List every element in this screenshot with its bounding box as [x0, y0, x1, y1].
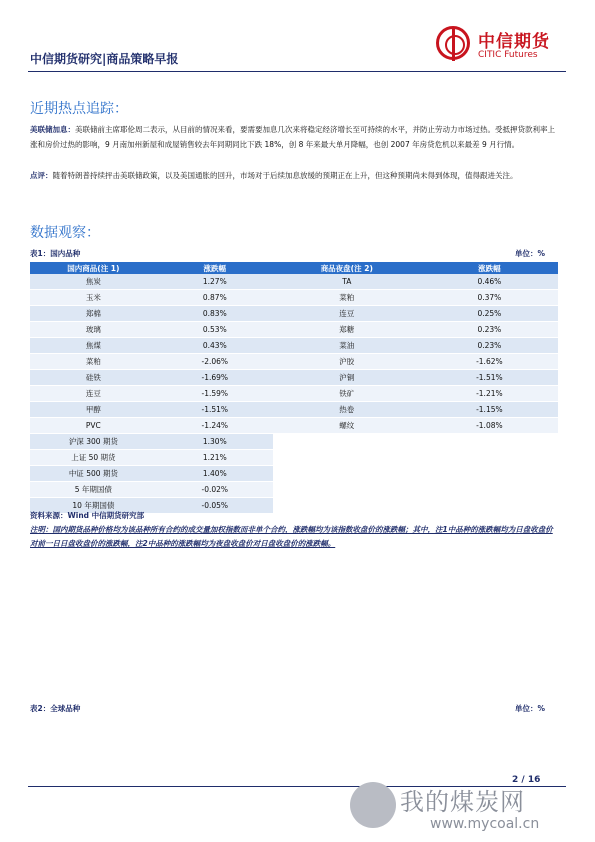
table-cell: 玉米	[30, 290, 157, 306]
table-header-cell: 国内商品(注 1)	[30, 262, 157, 274]
table-cell: 郑糖	[273, 322, 421, 338]
table-cell: 螺纹	[273, 418, 421, 434]
table-cell: 连豆	[273, 306, 421, 322]
watermark-url-text: www.mycoal.cn	[430, 816, 540, 832]
table-cell: 1.27%	[157, 274, 273, 290]
table-row	[30, 482, 558, 498]
table-cell: -1.21%	[421, 386, 558, 402]
page-number: 2 / 16	[512, 775, 541, 785]
table-cell: -2.06%	[157, 354, 273, 370]
table-row	[30, 466, 558, 482]
table-cell: 1.40%	[157, 466, 273, 482]
table-cell: 0.83%	[157, 306, 273, 322]
section-hotspot-title: 近期热点追踪：	[30, 101, 128, 117]
table-cell	[421, 434, 558, 450]
table-cell	[421, 498, 558, 514]
watermark-cn-text: 我的煤炭网	[400, 788, 525, 816]
table-cell	[421, 482, 558, 498]
table-cell: 5 年期国债	[30, 482, 157, 498]
table-cell: -1.62%	[421, 354, 558, 370]
table-cell	[273, 466, 421, 482]
table-cell: -1.69%	[157, 370, 273, 386]
table2-unit: 单位：%	[514, 704, 545, 713]
watermark-logo-icon	[350, 782, 396, 828]
header-divider	[28, 71, 566, 72]
table-cell	[273, 450, 421, 466]
table-cell: 0.46%	[421, 274, 558, 290]
hotspot-paragraph-1-label: 美联储加息：	[30, 125, 75, 134]
table-cell: 玻璃	[30, 322, 157, 338]
table-cell: 中证 500 期货	[30, 466, 157, 482]
logo-cn-text: 中信期货	[478, 32, 550, 52]
table-cell: PVC	[30, 418, 157, 434]
table-row	[30, 402, 558, 418]
logo-en-text: CITIC Futures	[478, 50, 538, 60]
table-cell: 郑棉	[30, 306, 157, 322]
table-cell: 焦煤	[30, 338, 157, 354]
table-header-cell: 涨跌幅	[421, 262, 558, 274]
table-row	[30, 418, 558, 434]
report-title: 中信期货研究|商品策略早报	[30, 52, 179, 66]
table-cell	[273, 482, 421, 498]
table-row	[30, 370, 558, 386]
hotspot-paragraph-1-text: 美联储前主席耶伦周二表示，从目前的情况来看，要需要加息几次来将稳定经济增长至可持续的水平，并防止劳动力市场过热。受抵押贷款利率上涨和房价过热的影响，9 月南加州新屋和成屋销售较去年同期同比下跌 18%，创 8 年来最大单月降幅，也创 2007 年房贷危机以来最差 9 月行情。	[30, 125, 555, 149]
table-cell	[273, 434, 421, 450]
table-cell: 上证 50 期货	[30, 450, 157, 466]
domestic-commodities-table	[30, 262, 558, 514]
hotspot-paragraph-2-text: 随着特朗普持续抨击美联储政策，以及美国通胀的回升，市场对于后续加息放缓的预期正在上升，但这种预期尚未得到体现，值得跟进关注。	[52, 171, 518, 180]
table-cell: 0.43%	[157, 338, 273, 354]
table-cell: 焦炭	[30, 274, 157, 290]
table-cell: -1.15%	[421, 402, 558, 418]
watermark	[350, 780, 580, 840]
table-cell: -1.59%	[157, 386, 273, 402]
table-cell: -1.51%	[157, 402, 273, 418]
table-cell: 硅铁	[30, 370, 157, 386]
table-cell: 0.53%	[157, 322, 273, 338]
table-cell: 铁矿	[273, 386, 421, 402]
table-cell: 沪胶	[273, 354, 421, 370]
citic-logo-icon	[436, 26, 470, 60]
table1-source: 资料来源：Wind 中信期货研究部	[30, 511, 145, 520]
table-cell: -1.08%	[421, 418, 558, 434]
hotspot-paragraph-2	[30, 168, 560, 183]
table-cell: 10 年期国债	[30, 498, 157, 514]
citic-logo	[436, 26, 566, 66]
table-cell: 菜粕	[30, 354, 157, 370]
table-cell: TA	[273, 274, 421, 290]
table-row	[30, 354, 558, 370]
table-cell: 0.23%	[421, 338, 558, 354]
table-row	[30, 434, 558, 450]
table-cell	[421, 450, 558, 466]
table-cell: -1.24%	[157, 418, 273, 434]
table-cell: -0.05%	[157, 498, 273, 514]
table-cell: -1.51%	[421, 370, 558, 386]
table-cell: -0.02%	[157, 482, 273, 498]
hotspot-paragraph-2-label: 点评：	[30, 171, 53, 180]
table-row	[30, 338, 558, 354]
table-row	[30, 306, 558, 322]
table-cell: 连豆	[30, 386, 157, 402]
section-data-title: 数据观察：	[30, 225, 100, 241]
table-cell: 菜油	[273, 338, 421, 354]
table-cell: 0.23%	[421, 322, 558, 338]
table-cell	[421, 466, 558, 482]
table-cell: 沪深 300 期货	[30, 434, 157, 450]
table-header-row	[30, 262, 558, 274]
table-header-cell: 商品夜盘(注 2)	[273, 262, 421, 274]
table-cell: 热卷	[273, 402, 421, 418]
hotspot-paragraph-1	[30, 122, 560, 152]
table-row	[30, 386, 558, 402]
table-row	[30, 274, 558, 290]
table-cell: 甲醇	[30, 402, 157, 418]
table-row	[30, 290, 558, 306]
table-cell	[273, 498, 421, 514]
table1-caption: 表1：国内品种	[30, 249, 81, 258]
table2-caption: 表2：全球品种	[30, 704, 81, 713]
table-cell: 0.87%	[157, 290, 273, 306]
table-row	[30, 322, 558, 338]
table-cell: 0.37%	[421, 290, 558, 306]
table-cell: 沪铜	[273, 370, 421, 386]
table-cell: 1.30%	[157, 434, 273, 450]
table-header-cell: 涨跌幅	[157, 262, 273, 274]
table-row	[30, 450, 558, 466]
table1-note: 注明：国内期货品种价格均为该品种所有合约的成交量加权指数而非单个合约，涨跌幅均为该指数收盘价的涨跌幅；其中，注1中品种的涨跌幅均为日盘收盘价对前一日日盘收盘价的涨跌幅，注2中品种的涨跌幅均为夜盘收盘价对日盘收盘价的涨跌幅。	[30, 525, 553, 548]
table-cell: 菜粕	[273, 290, 421, 306]
table1-unit: 单位：%	[514, 249, 545, 258]
table-cell: 1.21%	[157, 450, 273, 466]
table-cell: 0.25%	[421, 306, 558, 322]
